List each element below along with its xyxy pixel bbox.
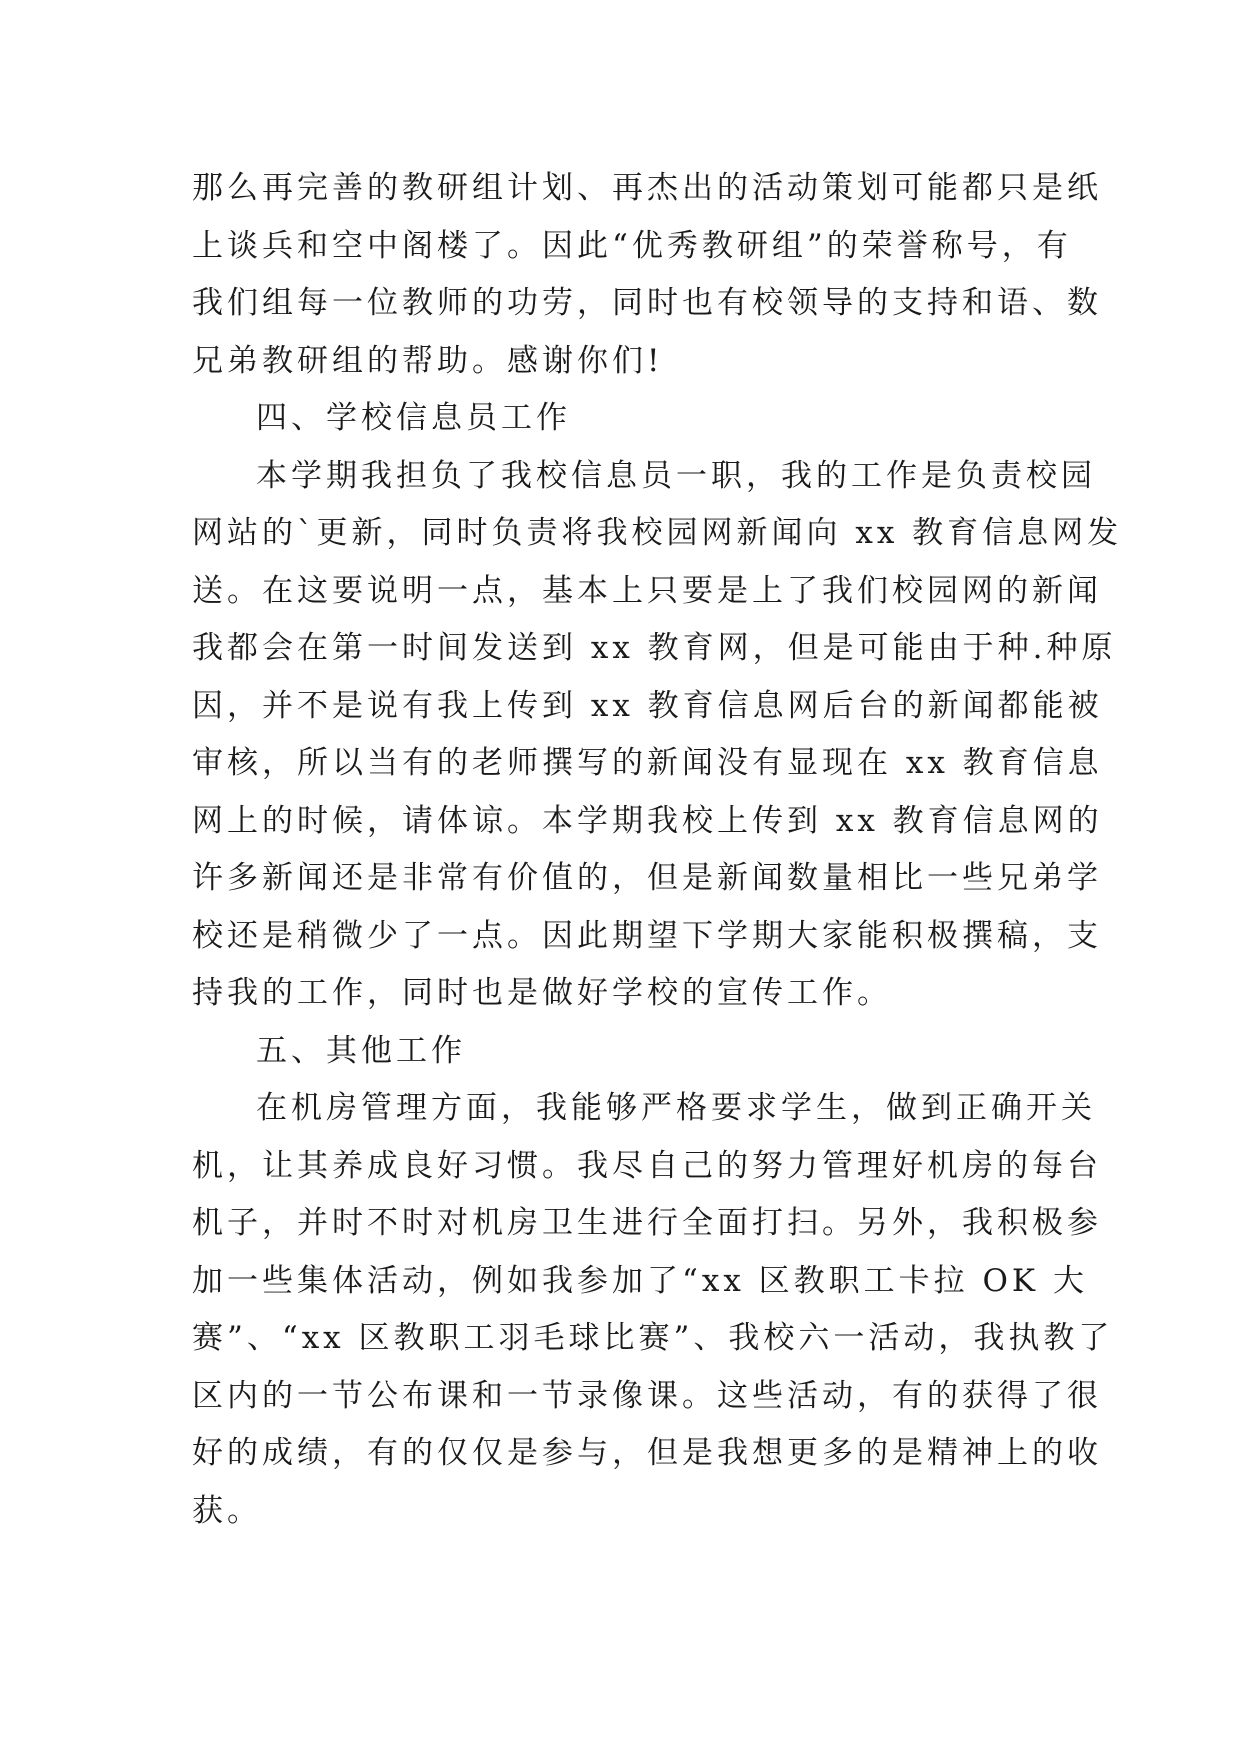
paragraph-line: 我都会在第一时间发送到 xx 教育网，但是可能由于种.种原 xyxy=(192,630,1117,666)
paragraph-line: 持我的工作，同时也是做好学校的宣传工作。 xyxy=(192,975,892,1011)
paragraph-line: 本学期我担负了我校信息员一职，我的工作是负责校园 xyxy=(256,457,1096,494)
paragraph-line: 送。在这要说明一点，基本上只要是上了我们校园网的新闻 xyxy=(192,572,1102,609)
paragraph-line: 加一些集体活动，例如我参加了“xx 区教职工卡拉 OK 大 xyxy=(192,1262,1088,1299)
paragraph-line: 因，并不是说有我上传到 xx 教育信息网后台的新闻都能被 xyxy=(192,687,1103,724)
paragraph-line: 审核，所以当有的老师撰写的新闻没有显现在 xx 教育信息 xyxy=(192,745,1103,781)
paragraph-line: 网站的`更新，同时负责将我校园网新闻向 xx 教育信息网发 xyxy=(192,515,1123,551)
paragraph-line: 赛”、“xx 区教职工羽毛球比赛”、我校六一活动，我执教了 xyxy=(192,1320,1114,1356)
paragraph-line: 在机房管理方面，我能够严格要求学生，做到正确开关 xyxy=(256,1090,1096,1126)
paragraph-line: 机子，并时不时对机房卫生进行全面打扫。另外，我积极参 xyxy=(192,1205,1102,1241)
paragraph-line: 区内的一节公布课和一节录像课。这些活动，有的获得了很 xyxy=(192,1377,1102,1414)
paragraph-line: 好的成绩，有的仅仅是参与，但是我想更多的是精神上的收 xyxy=(192,1435,1102,1471)
section-heading-4: 四、学校信息员工作 xyxy=(256,400,571,436)
paragraph-line: 校还是稍微少了一点。因此期望下学期大家能积极撰稿，支 xyxy=(192,917,1102,954)
paragraph-line: 许多新闻还是非常有价值的，但是新闻数量相比一些兄弟学 xyxy=(192,860,1102,896)
paragraph-line: 那么再完善的教研组计划、再杰出的活动策划可能都只是纸 xyxy=(192,170,1102,206)
paragraph-line: 获。 xyxy=(192,1492,262,1529)
paragraph-line: 机，让其养成良好习惯。我尽自己的努力管理好机房的每台 xyxy=(192,1147,1102,1184)
paragraph-line: 我们组每一位教师的功劳，同时也有校领导的支持和语、数 xyxy=(192,285,1102,321)
document-body xyxy=(192,160,1123,1540)
section-heading-5: 五、其他工作 xyxy=(256,1032,466,1069)
paragraph-line: 兄弟教研组的帮助。感谢你们! xyxy=(192,342,664,379)
paragraph-line: 上谈兵和空中阁楼了。因此“优秀教研组”的荣誉称号，有 xyxy=(192,227,1072,264)
paragraph-line: 网上的时候，请体谅。本学期我校上传到 xx 教育信息网的 xyxy=(192,802,1103,839)
